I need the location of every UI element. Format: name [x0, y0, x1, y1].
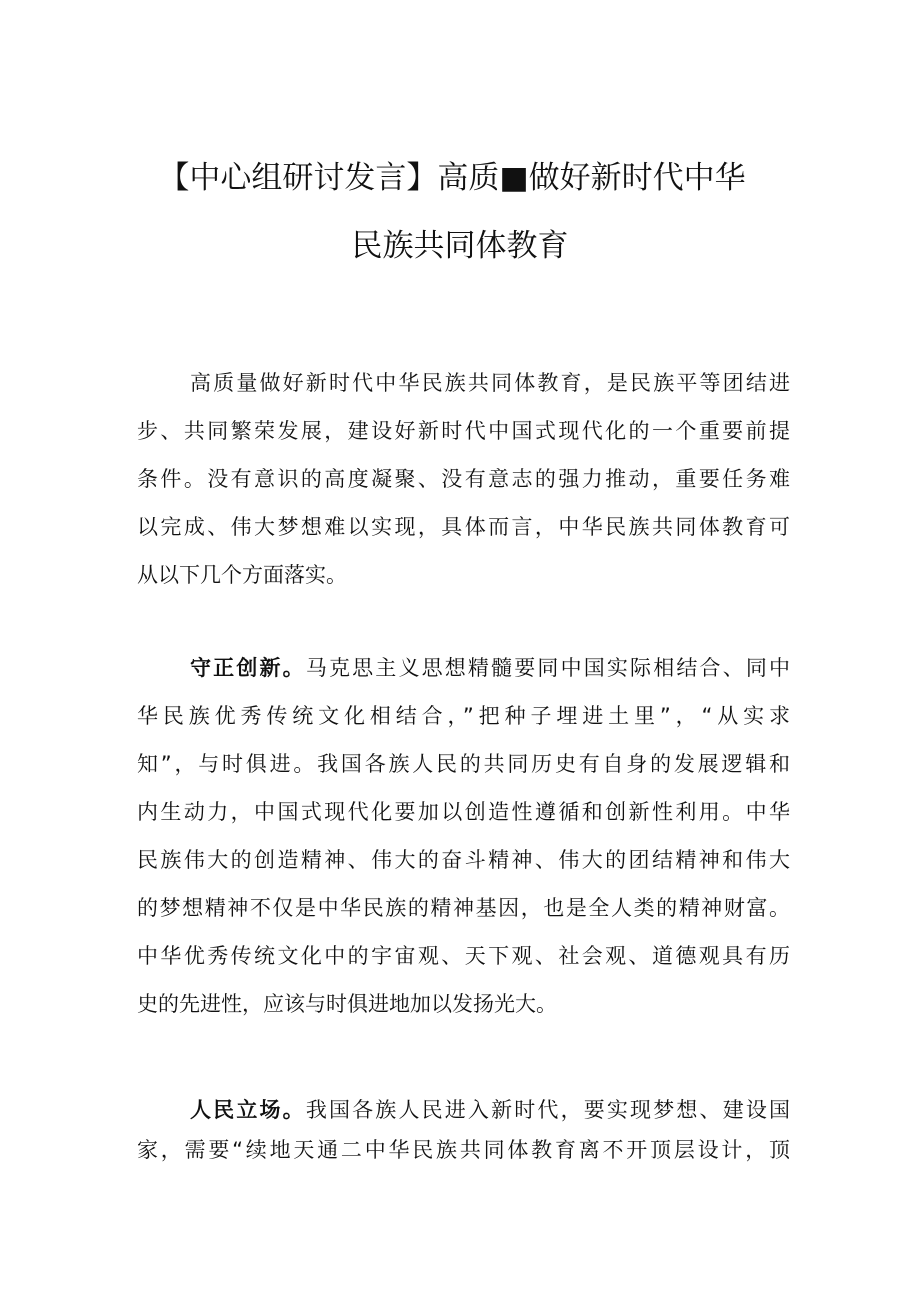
text-line: 条件。没有意识的高度凝聚、没有意志的强力推动，重要任务难 — [137, 467, 790, 491]
text-line: 的梦想精神不仅是中华民族的精神基因，也是全人类的精神财富。 — [137, 896, 790, 920]
text-span: 马克思主义思想精髓要同中国实际相结合、同中 — [305, 656, 791, 680]
text-span: 我国各族人民进入新时代，要实现梦想、建设国 — [305, 1098, 791, 1122]
text-line: 民族伟大的创造精神、伟大的奋斗精神、伟大的团结精神和伟大 — [137, 848, 790, 872]
text-line: 高质量做好新时代中华民族共同体教育，是民族平等团结进 — [190, 371, 790, 395]
text-line: 家，需要“续地天通二中华民族共同体教育离不开顶层设计，顶 — [137, 1138, 790, 1162]
document-title-line-2: 民族共同体教育 — [351, 228, 569, 264]
text-line: 知”，与时俱进。我国各族人民的共同历史有自身的发展逻辑和 — [137, 752, 790, 776]
paragraph-innovation — [137, 644, 790, 1028]
paragraph-intro — [137, 359, 790, 599]
text-line — [137, 644, 790, 692]
text-line: 内生动力，中国式现代化要加以创造性遵循和创新性利用。中华 — [137, 800, 790, 824]
text-line: 中华优秀传统文化中的宇宙观、天下观、社会观、道德观具有历 — [137, 944, 790, 968]
section-lead: 人民立场。 — [190, 1098, 306, 1122]
text-line: 以完成、伟大梦想难以实现，具体而言，中华民族共同体教育可 — [137, 515, 790, 539]
text-line — [137, 1086, 790, 1134]
section-lead: 守正创新。 — [190, 656, 306, 680]
text-line: 从以下几个方面落实。 — [137, 563, 347, 587]
paragraph-people-stance — [137, 1086, 790, 1166]
text-line: 史的先进性，应该与时俱进地加以发扬光大。 — [137, 992, 557, 1016]
text-line: 华民族优秀传统文化相结合，”把种子埋进土里”，“从实求 — [137, 704, 790, 728]
document-title-line-1: 【中心组研讨发言】高质■做好新时代中华 — [158, 160, 746, 196]
text-line: 步、共同繁荣发展，建设好新时代中国式现代化的一个重要前提 — [137, 419, 790, 443]
